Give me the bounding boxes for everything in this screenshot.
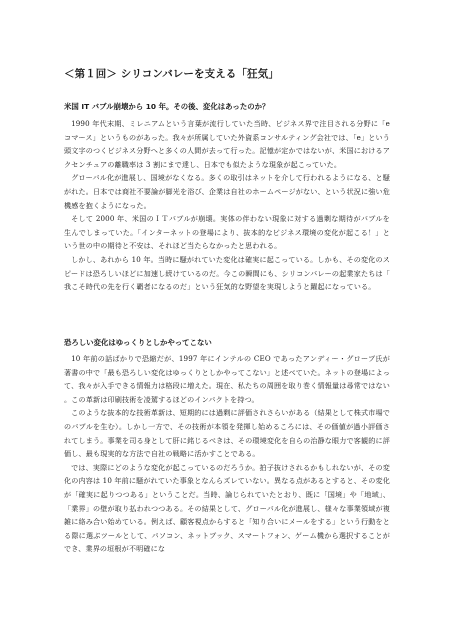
paragraph: しかし、あれから 10 年。当時に騒がれていた変化は確実に起こっている。しかも、その変化のスピードは恐ろしいほどに加速し続けているのだ。今この瞬間にも、シリコンバレーの起業家たちは「我こそ時代の先を行く覇者になるのだ」という狂気的な野望を実現しようと躍起になっている。 — [64, 254, 390, 292]
section-heading-it-bubble: 米国 IT バブル崩壊から 10 年。その後、変化はあったのか？ — [64, 102, 270, 111]
paragraph: 1990 年代末期、ミレニアムという言葉が流行していた当時、ビジネス界で注目される分野に「e コマース」というものがあった。我々が所属していた外資系コンサルティング会社では、「e」という頭文字のつくビジネス分野へと多くの人間が去って行った。記憶が定かではないが、米国におけるアクセンチュアの離職率は 3 割にまで達し、日本でも似たような現象が起こっていた。 — [64, 119, 390, 169]
section-body-slow-change — [64, 352, 390, 556]
paragraph: では、実際にどのような変化が起こっているのだろうか。拍子抜けされるかもしれないが、その変化の内容は 10 年前に騒がれていた事象となんらズレていない。異なる点があるとすると、その変化が「確実に起りつつある」ということだ。当時、論じられていたとおり、既に「国境」や「地域」、「業界」の壁が取り払われつつある。その結果として、グローバル化が進展し、様々な事業領域が複雑に絡み合い始めている。例えば、顧客視点からすると「知り合いにメールをする」という行動をとる際に選ぶツールとして、パソコン、ネットブック、スマートフォン、ゲーム機から選択することができ、業界の垣根が不明確にな — [64, 462, 390, 554]
section-body-it-bubble — [64, 117, 390, 294]
document-title: ＜第１回＞ シリコンバレーを支える「狂気」 — [64, 68, 279, 80]
section-heading-slow-change: 恐ろしい変化はゆっくりとしかやってこない — [64, 338, 212, 347]
paragraph: そして 2000 年、米国のＩＴバブルが崩壊。実体の伴わない現象に対する過剰な期待がバブルを生んでしまっていた。「インターネットの登場により、抜本的なビジネス環境の変化が起こる！」という世の中の期待と不安は、それほど当たらなかったと思われる。 — [64, 214, 390, 251]
paragraph: 10 年前の話ばかりで恐縮だが、1997 年にインテルの CEO であったアンディー・グローブ氏が著書の中で「最も恐ろしい変化はゆっくりとしかやってこない」と述べていた。ネットの登場によって、我々が入手できる情報力は格段に増えた。現在、私たちの周囲を取り巻く情報量は尋常ではない。この革新は印刷技術を凌駕するほどのインパクトを持つ。 — [64, 354, 390, 404]
paragraph: このような抜本的な技術革新は、短期的には過剰に評価されさらいがある（結果として株式市場でのバブルを生む）。しかし一方で、その技術が本領を発揮し始めるころには、その価値が過小評価されてしまう。事業を司る身として肝に銘じるべきは、その環境変化を自らの治静な眼力で客観的に評価し、最も現実的な方法で自社の戦略に活かすことである。 — [64, 408, 390, 459]
paragraph: グローバル化が進展し、国境がなくなる。多くの取引はネットを介して行われるようになる、と騒がれた。日本では商社不要論が脚光を浴び、企業は自社のホームページがない、という状況に強い危機感を抱くようになった。 — [64, 173, 390, 210]
